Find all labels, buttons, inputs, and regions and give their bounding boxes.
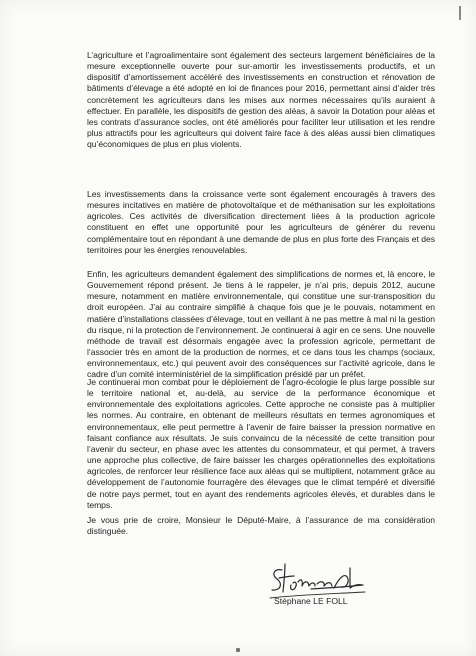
paragraph-agro-ecology: Je continuerai mon combat pour le déploiement de l’agro-écologie le plus large possible sur le territoire national et, au-delà, au service de la performance économique et environnementale des exploitations agricoles. Cette approche ne consiste pas à multiplier les normes. Au contraire, en obtenant de meilleurs résultats en termes agronomiques et environnementaux, elle peut permettre à l’avenir de faire baisser la pression normative en faisant confiance aux résultats. Je suis convaincu de la nécessité de cette transition pour l’avenir du secteur, en phase avec les attentes du consommateur, et qui permet, à travers une approche plus collective, de faire baisser les charges opérationnelles des exploitations agricoles, de renforcer leur résilience face aux aléas qui se multiplient, notamment grâce au développement de l’autonomie fourragère des élevages que le climat tempéré et diversifié de notre pays permet, tout en ayant des rendements agricoles élevés, et durables dans le temps. — [87, 377, 435, 510]
paragraph-norm-simplification: Enfin, les agriculteurs demandent également des simplifications de normes et, là encore, le Gouvernement répond présent. Je tiens à le rappeler, je n’ai pris, depuis 2012, aucune mesure, notamment en matière environnementale, qui constitue une sur-transposition du droit européen. J’ai au contraire simplifié à chaque fois que je le pouvais, notamment en matière d’installations classées d’élevage, tout en veillant à ne pas mettre à mal ni la gestion du risque, ni la protection de l’environnement. Je continuerai à agir en ce sens. Une nouvelle méthode de travail est désormais engagée avec la profession agricole, permettant de l’associer très en amont de la production de normes, et ce dans tous les champs (sociaux, environnementaux, etc.) qui peuvent avoir des conséquences sur l’activité agricole, dans le cadre d’un comité interministériel de la simplification présidé par un préfet. — [87, 269, 435, 380]
paragraph-investment-depreciation: L’agriculture et l’agroalimentaire sont également des secteurs largement bénéficiaires de la mesure exceptionnelle ouverte pour sur-amortir les investissements productifs, et un dispositif d’amortissement accéléré des investissements en construction et rénovation de bâtiments d’élevage a été adopté en loi de finances pour 2016, permettant ainsi d’aider très concrètement les agriculteurs dans les mises aux normes nécessaires qu’ils auraient à effectuer. En parallèle, les dispositifs de gestion des aléas, à savoir la Dotation pour aléas et les contrats d’assurance socles, ont été améliorés pour faciliter leur utilisation et les rendre plus attractifs pour les agriculteurs qui doivent faire face à des aléas aussi bien climatiques qu’économiques de plus en plus violents. — [87, 50, 435, 150]
scan-bottom-mark — [236, 648, 240, 652]
signer-name: Stéphane LE FOLL — [274, 596, 348, 606]
paragraph-closing-salutation: Je vous prie de croire, Monsieur le Député-Maire, à l’assurance de ma considération distinguée. — [87, 515, 435, 537]
paragraph-green-growth: Les investissements dans la croissance verte sont également encouragés à travers des mesures incitatives en matière de photovoltaïque et de méthanisation sur les exploitations agricoles. Ces activités de diversification directement liées à la production agricole constituent en effet une opportunité pour les agriculteurs de générer du revenu complémentaire tout en répondant à une demande de plus en plus forte des Français et des territoires pour les énergies renouvelables. — [87, 189, 435, 255]
scan-corner-mark — [459, 6, 461, 20]
